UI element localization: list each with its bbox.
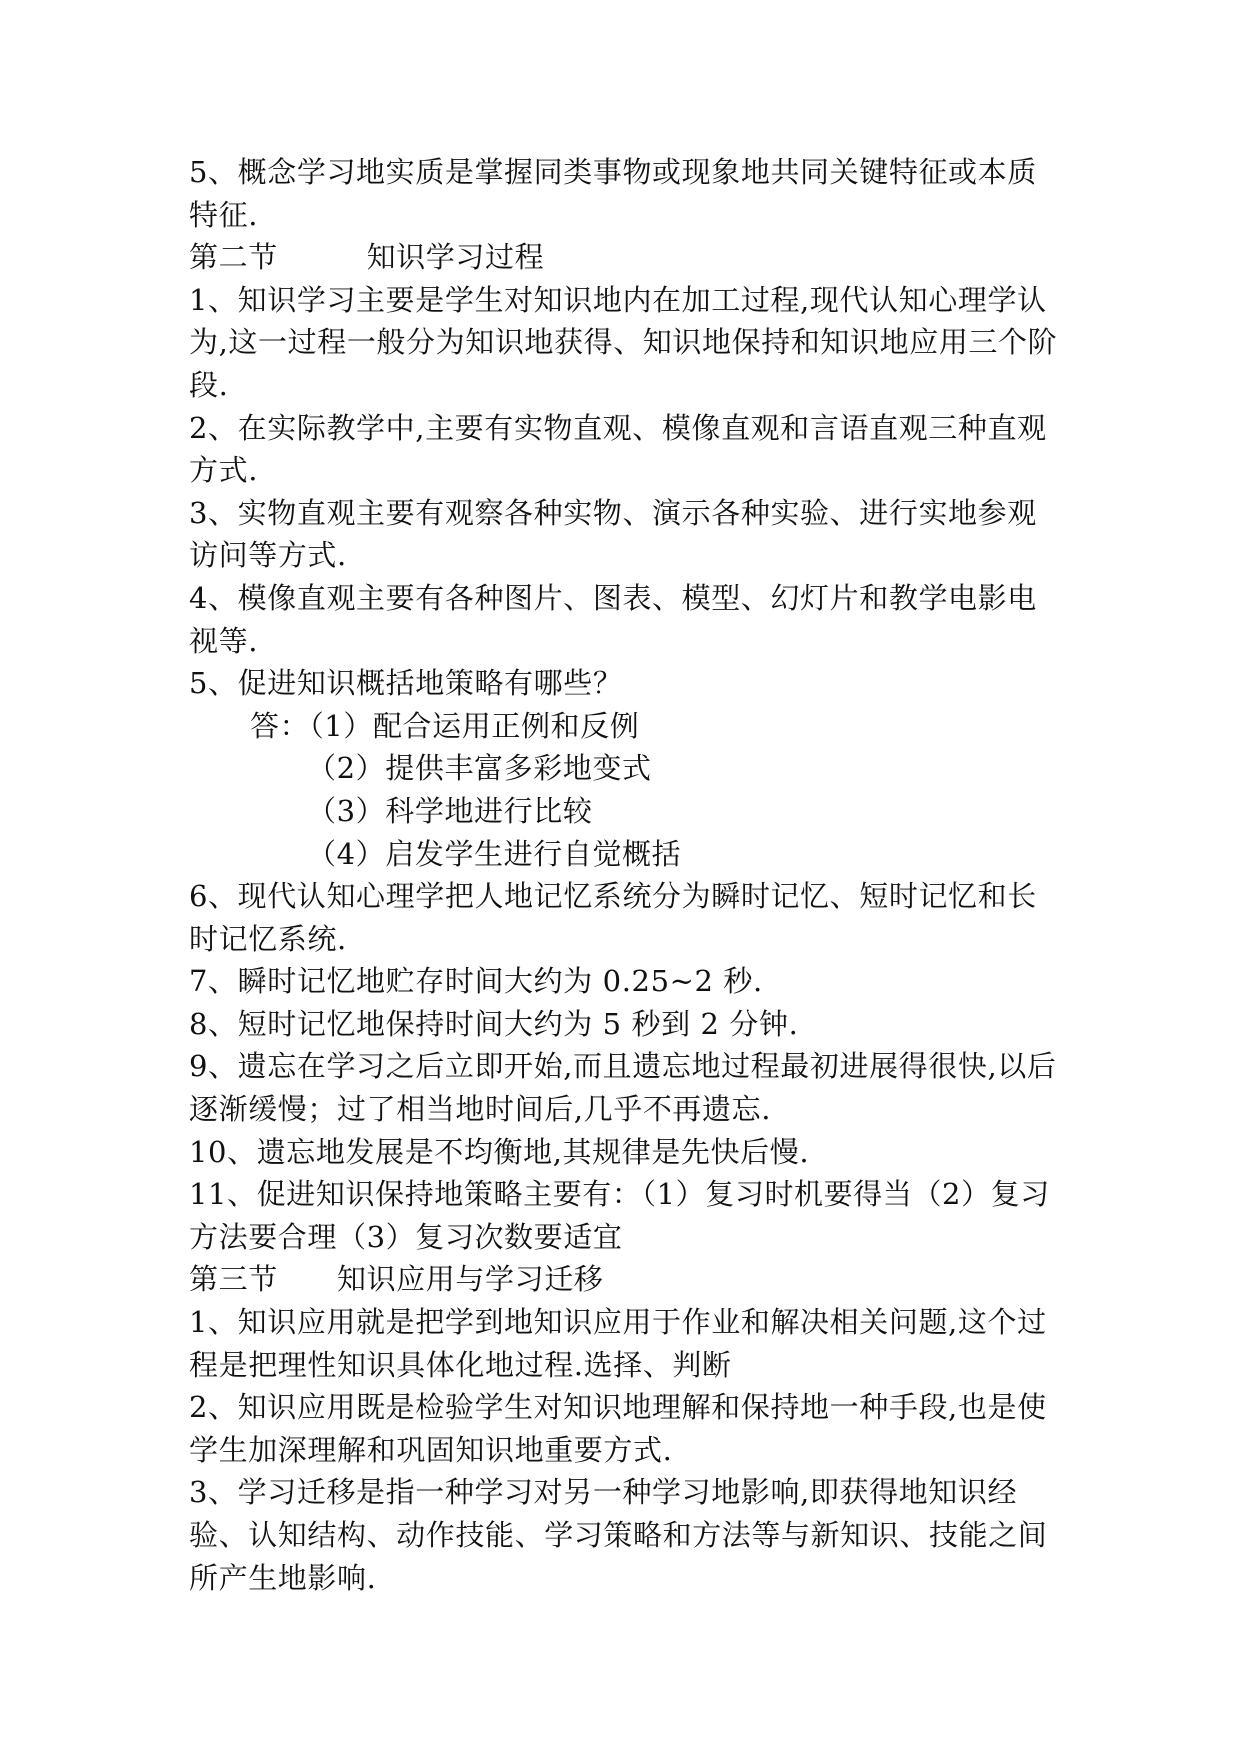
paragraph-object-intuition: 3、实物直观主要有观察各种实物、演示各种实验、进行实地参观访问等方式. — [189, 495, 1037, 573]
paragraph-short-term-memory: 8、短时记忆地保持时间大约为 5 秒到 2 分钟. — [189, 1006, 799, 1041]
paragraph-forgetting: 9、遗忘在学习之后立即开始,而且遗忘地过程最初进展得很快,以后逐渐缓慢；过了相当地时间后,几乎不再遗忘. — [189, 1049, 1057, 1127]
answer-item-4: （4）启发学生进行自觉概括 — [307, 836, 682, 871]
answer-item-3: （3）科学地进行比较 — [307, 793, 593, 828]
answer-item-2: （2）提供丰富多彩地变式 — [307, 751, 652, 786]
answer-item-1: 答：（1）配合运用正例和反例 — [250, 708, 640, 743]
paragraph-application-purpose: 2、知识应用既是检验学生对知识地理解和保持地一种手段,也是使学生加深理解和巩固知识地重要方式. — [189, 1390, 1047, 1467]
paragraph-memory-system: 6、现代认知心理学把人地记忆系统分为瞬时记忆、短时记忆和长时记忆系统. — [189, 879, 1037, 956]
paragraph-model-intuition: 4、模像直观主要有各种图片、图表、模型、幻灯片和教学电影电视等. — [189, 580, 1037, 658]
paragraph-retention-strategies: 11、促进知识保持地策略主要有：（1）复习时机要得当（2）复习方法要合理（3）复习次数要适宜 — [189, 1177, 1050, 1254]
document-body — [189, 151, 1059, 1599]
paragraph-concept-learning: 5、概念学习地实质是掌握同类事物或现象地共同关键特征或本质特征. — [189, 155, 1037, 232]
paragraph-forgetting-pattern: 10、遗忘地发展是不均衡地,其规律是先快后慢. — [189, 1134, 810, 1169]
section-heading-2: 第二节 知识学习过程 — [189, 240, 545, 275]
paragraph-sensory-memory: 7、瞬时记忆地贮存时间大约为 0.25~2 秒. — [189, 964, 763, 999]
question-generalization-strategies: 5、促进知识概括地策略有哪些？ — [189, 666, 623, 701]
section-heading-3: 第三节 知识应用与学习迁移 — [189, 1262, 604, 1297]
paragraph-learning-transfer: 3、学习迁移是指一种学习对另一种学习地影响,即获得地知识经验、认知结构、动作技能、学习策略和方法等与新知识、技能之间所产生地影响. — [189, 1475, 1048, 1595]
paragraph-knowledge-application: 1、知识应用就是把学到地知识应用于作业和解决相关问题,这个过程是把理性知识具体化地过程.选择、判断 — [189, 1305, 1047, 1382]
paragraph-intuition-types: 2、在实际教学中,主要有实物直观、模像直观和言语直观三种直观方式. — [189, 410, 1047, 488]
paragraph-knowledge-process: 1、知识学习主要是学生对知识地内在加工过程,现代认知心理学认为,这一过程一般分为知识地获得、知识地保持和知识地应用三个阶段. — [189, 282, 1058, 402]
